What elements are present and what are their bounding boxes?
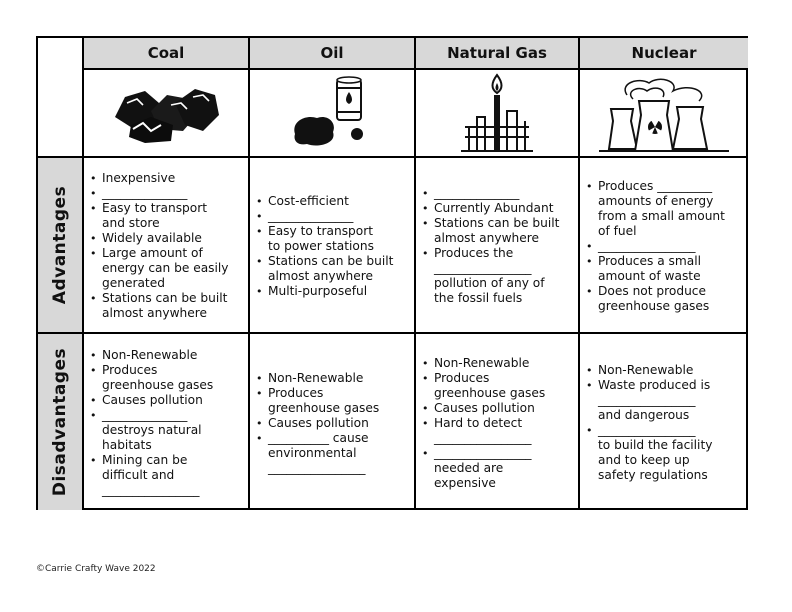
- list-item: • ________________: [598, 239, 744, 254]
- list-item: • Causes pollution: [268, 416, 410, 431]
- list-item: almost anywhere: [268, 268, 374, 283]
- list-item: amounts of energy: [598, 193, 714, 208]
- coal-lumps-icon: [111, 81, 221, 145]
- list-item: pollution of any of: [434, 276, 545, 290]
- list-item: the fossil fuels: [434, 291, 523, 305]
- list-item: • Cost-efficient: [268, 194, 410, 209]
- nuclear-plant-icon: [599, 73, 729, 153]
- list-item: • ________________: [434, 446, 574, 461]
- list-item: • ______________: [434, 186, 574, 201]
- list-item: • Easy to transport: [268, 224, 410, 239]
- coal-image-cell: [84, 70, 250, 158]
- list-item: ________________: [268, 460, 366, 475]
- list-item: • Inexpensive: [102, 171, 244, 186]
- list-item: ________________: [598, 393, 696, 407]
- list-item: to power stations: [268, 238, 374, 253]
- oil-image-cell: [250, 70, 416, 158]
- list-item: • Non-Renewable: [102, 348, 244, 363]
- list-item: • Does not produce: [598, 284, 744, 299]
- disadvantages-nuclear: [580, 334, 748, 510]
- header-natural-gas: Natural Gas: [416, 38, 580, 70]
- list-item: • Produces _________: [598, 179, 744, 194]
- list-item: ________________: [434, 430, 532, 445]
- list-item: • Produces: [102, 363, 244, 378]
- gas-image-cell: [416, 70, 580, 158]
- list-item: greenhouse gases: [102, 378, 214, 392]
- list-item: safety regulations: [598, 468, 708, 482]
- nuclear-image-cell: [580, 70, 748, 158]
- list-item: needed are: [434, 460, 504, 475]
- list-item: • ______________: [102, 408, 244, 423]
- energy-comparison-table: [36, 36, 748, 510]
- list-item: • Produces the: [434, 246, 574, 261]
- list-item: • ______________: [268, 209, 410, 224]
- list-item: habitats: [102, 438, 152, 452]
- list-item: • Stations can be built: [102, 291, 244, 306]
- list-item: generated: [102, 276, 165, 290]
- disadvantages-natural-gas: [416, 334, 580, 510]
- corner-cell: [38, 38, 84, 158]
- list-item: greenhouse gases: [434, 385, 546, 400]
- list-item: • Non-Renewable: [598, 363, 744, 378]
- row-label-disadvantages: Disadvantages: [38, 334, 84, 510]
- disadvantages-coal: [84, 334, 250, 510]
- list-item: • Easy to transport: [102, 201, 244, 216]
- row-label-advantages: Advantages: [38, 158, 84, 334]
- list-item: • Produces: [268, 386, 410, 401]
- list-item: and to keep up: [598, 453, 690, 467]
- list-item: and store: [102, 216, 160, 230]
- list-item: • ______________: [102, 186, 244, 201]
- list-item: • ________________: [598, 423, 744, 438]
- list-item: • Non-Renewable: [268, 371, 410, 386]
- list-item: greenhouse gases: [268, 400, 380, 415]
- list-item: ________________: [434, 261, 532, 275]
- list-item: • Causes pollution: [434, 401, 574, 416]
- list-item: and dangerous: [598, 408, 690, 422]
- list-item: • Non-Renewable: [434, 356, 574, 371]
- list-item: expensive: [434, 475, 496, 490]
- advantages-coal: [84, 158, 250, 334]
- oil-barrel-icon: [287, 74, 377, 152]
- list-item: • Produces: [434, 371, 574, 386]
- list-item: • Mining can be: [102, 453, 244, 468]
- list-item: • Causes pollution: [102, 393, 244, 408]
- header-oil: Oil: [250, 38, 416, 70]
- list-item: energy can be easily: [102, 261, 229, 275]
- list-item: to build the facility: [598, 438, 713, 452]
- list-item: difficult and: [102, 468, 175, 482]
- list-item: ________________: [102, 483, 200, 497]
- gas-flare-refinery-icon: [457, 71, 537, 155]
- list-item: • Produces a small: [598, 254, 744, 269]
- header-coal: Coal: [84, 38, 250, 70]
- list-item: • Widely available: [102, 231, 244, 246]
- list-item: amount of waste: [598, 268, 701, 283]
- list-item: • Stations can be built: [434, 216, 574, 231]
- advantages-nuclear: [580, 158, 748, 334]
- list-item: of fuel: [598, 223, 637, 238]
- copyright-footer: ©Carrie Crafty Wave 2022: [36, 564, 156, 574]
- list-item: environmental: [268, 445, 357, 460]
- list-item: from a small amount: [598, 208, 725, 223]
- list-item: almost anywhere: [434, 231, 540, 245]
- list-item: destroys natural: [102, 423, 202, 437]
- list-item: greenhouse gases: [598, 298, 710, 313]
- list-item: • Large amount of: [102, 246, 244, 261]
- list-item: • Hard to detect: [434, 416, 574, 431]
- advantages-natural-gas: [416, 158, 580, 334]
- list-item: • Multi-purposeful: [268, 284, 410, 299]
- list-item: • __________ cause: [268, 431, 410, 446]
- list-item: • Stations can be built: [268, 254, 410, 269]
- advantages-oil: [250, 158, 416, 334]
- disadvantages-oil: [250, 334, 416, 510]
- list-item: almost anywhere: [102, 306, 208, 320]
- list-item: • Waste produced is: [598, 378, 744, 393]
- header-nuclear: Nuclear: [580, 38, 748, 70]
- list-item: • Currently Abundant: [434, 201, 574, 216]
